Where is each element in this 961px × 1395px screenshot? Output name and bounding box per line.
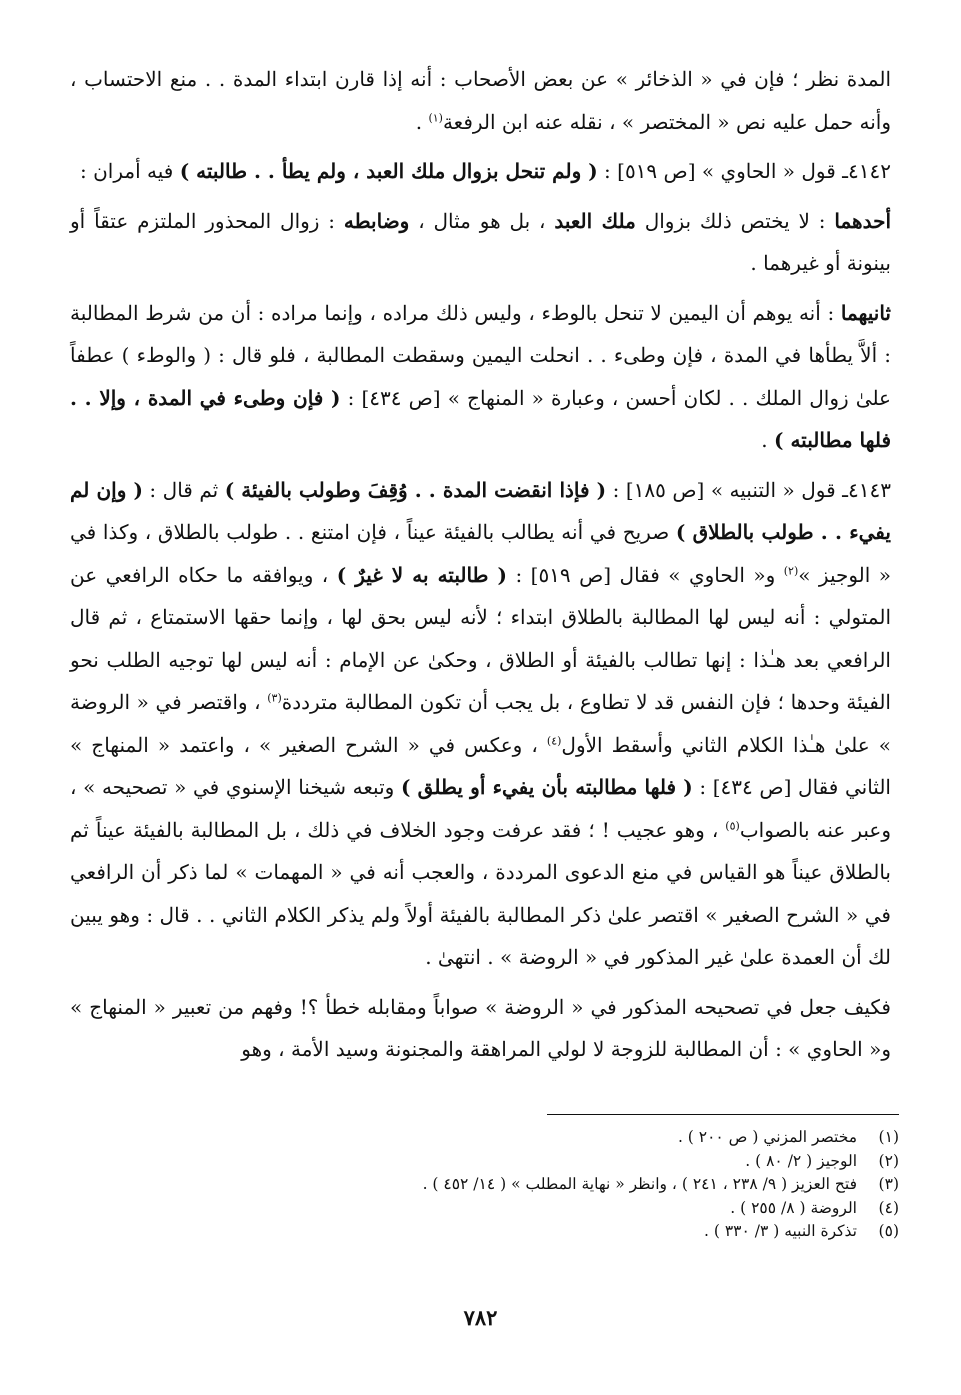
footnote-marker: (٥) (725, 818, 740, 832)
text-run: فكيف جعل في تصحيحه المذكور في « الروضة » صواباً ومقابله خطأ ؟! وفهم من تعبير « المنهاج » و« الحاوي » : أن المطالبة للزوجة لا لولي المراهقة والمجنونة وسيد الأمة ، وهو (70, 994, 891, 1061)
bold-text: ( فلها مطالبته بأن يفيء أو يطلق ) (400, 775, 693, 799)
bold-text: ( فإذا انقضت المدة . . وُقِفَ وطولب بالفيئة ) (224, 477, 607, 502)
text-run: : زوال المحذور الملتزم عتقاً أو بينونة أو غيرهما . (70, 208, 891, 275)
footnote-text: الروضة ( ٨/ ٢٥٥ ) . (730, 1198, 857, 1217)
text-run: ، وعكس في « الشرح الصغير » ، واعتمد « المنهاج » الثاني فقال [ص ٤٣٤] : (70, 732, 891, 799)
footnote (69, 1173, 899, 1197)
text-run: : أنه يوهم أن اليمين لا تنحل بالوطء ، وليس ذلك مراده ، وإنما مراده : أن من شرط المطالبة : ألاَّ يطأها في المدة ، فإن وطىء . . انحلت اليمين وسقطت المطالبة ، فلو قال : ( والوطء ) عطفاً علىٰ زوال الملك . . لكان أحسن ، وعبارة « المنهاج » [ص ٤٣٤] : (70, 300, 891, 410)
main-text (70, 58, 891, 1078)
paragraph (70, 150, 891, 193)
text-run: ، واقتصر في « الروضة » علىٰ هـٰذا الكلام الثاني وأسقط الأول (70, 690, 892, 757)
text-run: المدة نظر ؛ فإن في « الذخائر » عن بعض الأصحاب : أنه إذا قارن ابتداء المدة . . منع الاحتساب ، وأنه حمل عليه نص « المختصر » ، نقله عنه ابن الرفعة (70, 67, 891, 134)
text-run: ٤١٤٢ـ قول « الحاوي » [ص ٥١٩] : (597, 159, 891, 183)
text-run: ثم قال : (142, 477, 225, 502)
footnote-marker: (٢) (783, 563, 799, 577)
page-number: ٧٨٢ (463, 1305, 498, 1330)
text-run: فيه أمران : (80, 159, 180, 183)
text-run: . (415, 109, 429, 134)
footnote (69, 1150, 899, 1174)
footnote-text: فتح العزيز ( ٩/ ٢٣٨ ، ٢٤١ ) ، وانظر « نهاية المطلب » ( ١٤/ ٤٥٢ ) . (422, 1175, 857, 1193)
text-run: صريح في أنه يطالب بالفيئة عيناً ، فإن امتنع . . طولب بالطلاق ، وكذا في « الوجيز » (70, 520, 892, 587)
text-run: : لا يختص ذلك بزوال (635, 208, 835, 233)
footnote (69, 1197, 899, 1221)
footnote-marker: (٤) (546, 733, 562, 747)
footnote (69, 1126, 899, 1150)
text-run: . (761, 428, 775, 452)
bold-text: وضابطه (343, 208, 410, 233)
footnote-marker: (٣) (267, 691, 282, 705)
paragraph (70, 469, 891, 979)
footnote-number: (٢) (878, 1151, 899, 1170)
paragraph (70, 200, 891, 285)
paragraph (70, 58, 891, 143)
text-run: ، بل هو مثال ، (409, 208, 555, 233)
paragraph (70, 292, 891, 462)
text-run: ، ويوافقه ما حكاه الرافعي عن المتولي : أنه ليس لها المطالبة بالطلاق ابتداء ؛ لأنه ليس بحق لها ، وإنما حقها الاستمتاع ، ثم قال الرافعي بعد هـٰذا : إنها تطالب بالفيئة أو الطلاق ، وحكىٰ عن الإمام : أنه ليس لها توجيه الطلب نحو الفيئة وحدها ؛ فإن النفس قد لا تطاوع ، بل يجب أن تكون المطالبة مترددة (70, 562, 891, 714)
footnotes (69, 1126, 899, 1244)
bold-text: ( طالبته به لا غيرٌ ) (336, 562, 507, 587)
footnote-number: (٤) (878, 1198, 899, 1217)
bold-text: ثانيهما (840, 300, 891, 325)
text-run: وتبعه شيخنا الإسنوي في « تصحيحه » ، وعبر عنه بالصواب (70, 775, 891, 842)
bold-text: ( ولم تنحل بزوال ملك العبد ، ولم يطأ . . طالبته ) (179, 159, 598, 183)
bold-text: أحدهما (834, 208, 891, 233)
footnote-text: تذكرة النبيه ( ٣/ ٣٣٠ ) . (704, 1222, 857, 1240)
text-run: ٤١٤٣ـ قول « التنبيه » [ص ١٨٥] : (606, 477, 891, 502)
footnote-text: مختصر المزني ( ص ٢٠٠ ) . (677, 1128, 857, 1146)
footnote-text: الوجيز ( ٢/ ٨٠ ) . (745, 1151, 857, 1170)
bold-text: ( وإن لم يفيء . . طولب بالطلاق ) (70, 477, 891, 544)
footnote-number: (٥) (878, 1222, 899, 1240)
footnote-marker: (١) (428, 110, 443, 124)
footnote-number: (٣) (878, 1175, 899, 1193)
footnote-number: (١) (878, 1128, 899, 1146)
text-run: ، وهو عجيب ! ؛ فقد عرفت وجود الخلاف في ذلك ، بل المطالبة بالفيئة عيناً ثم بالطلاق عيناً هو القياس في منع الدعوى المرددة ، والعجب أنه في « المهمات » لما ذكر أن الرافعي في « الشرح الصغير » اقتصر علىٰ ذكر المطالبة بالفيئة أولاً ولم يذكر الكلام الثاني . . قال : وهو يبين لك أن العمدة علىٰ غير المذكور في « الروضة » . انتهىٰ . (70, 817, 891, 969)
paragraph (70, 986, 891, 1071)
text-run: و« الحاوي » فقال [ص ٥١٩] : (507, 562, 784, 587)
footnote (69, 1220, 899, 1244)
bold-text: ملك العبد (554, 208, 636, 233)
bold-text: ( فإن وطىء في المدة ، وإلا . . فلها مطالبته ) (70, 385, 891, 452)
footnote-divider (547, 1114, 899, 1115)
